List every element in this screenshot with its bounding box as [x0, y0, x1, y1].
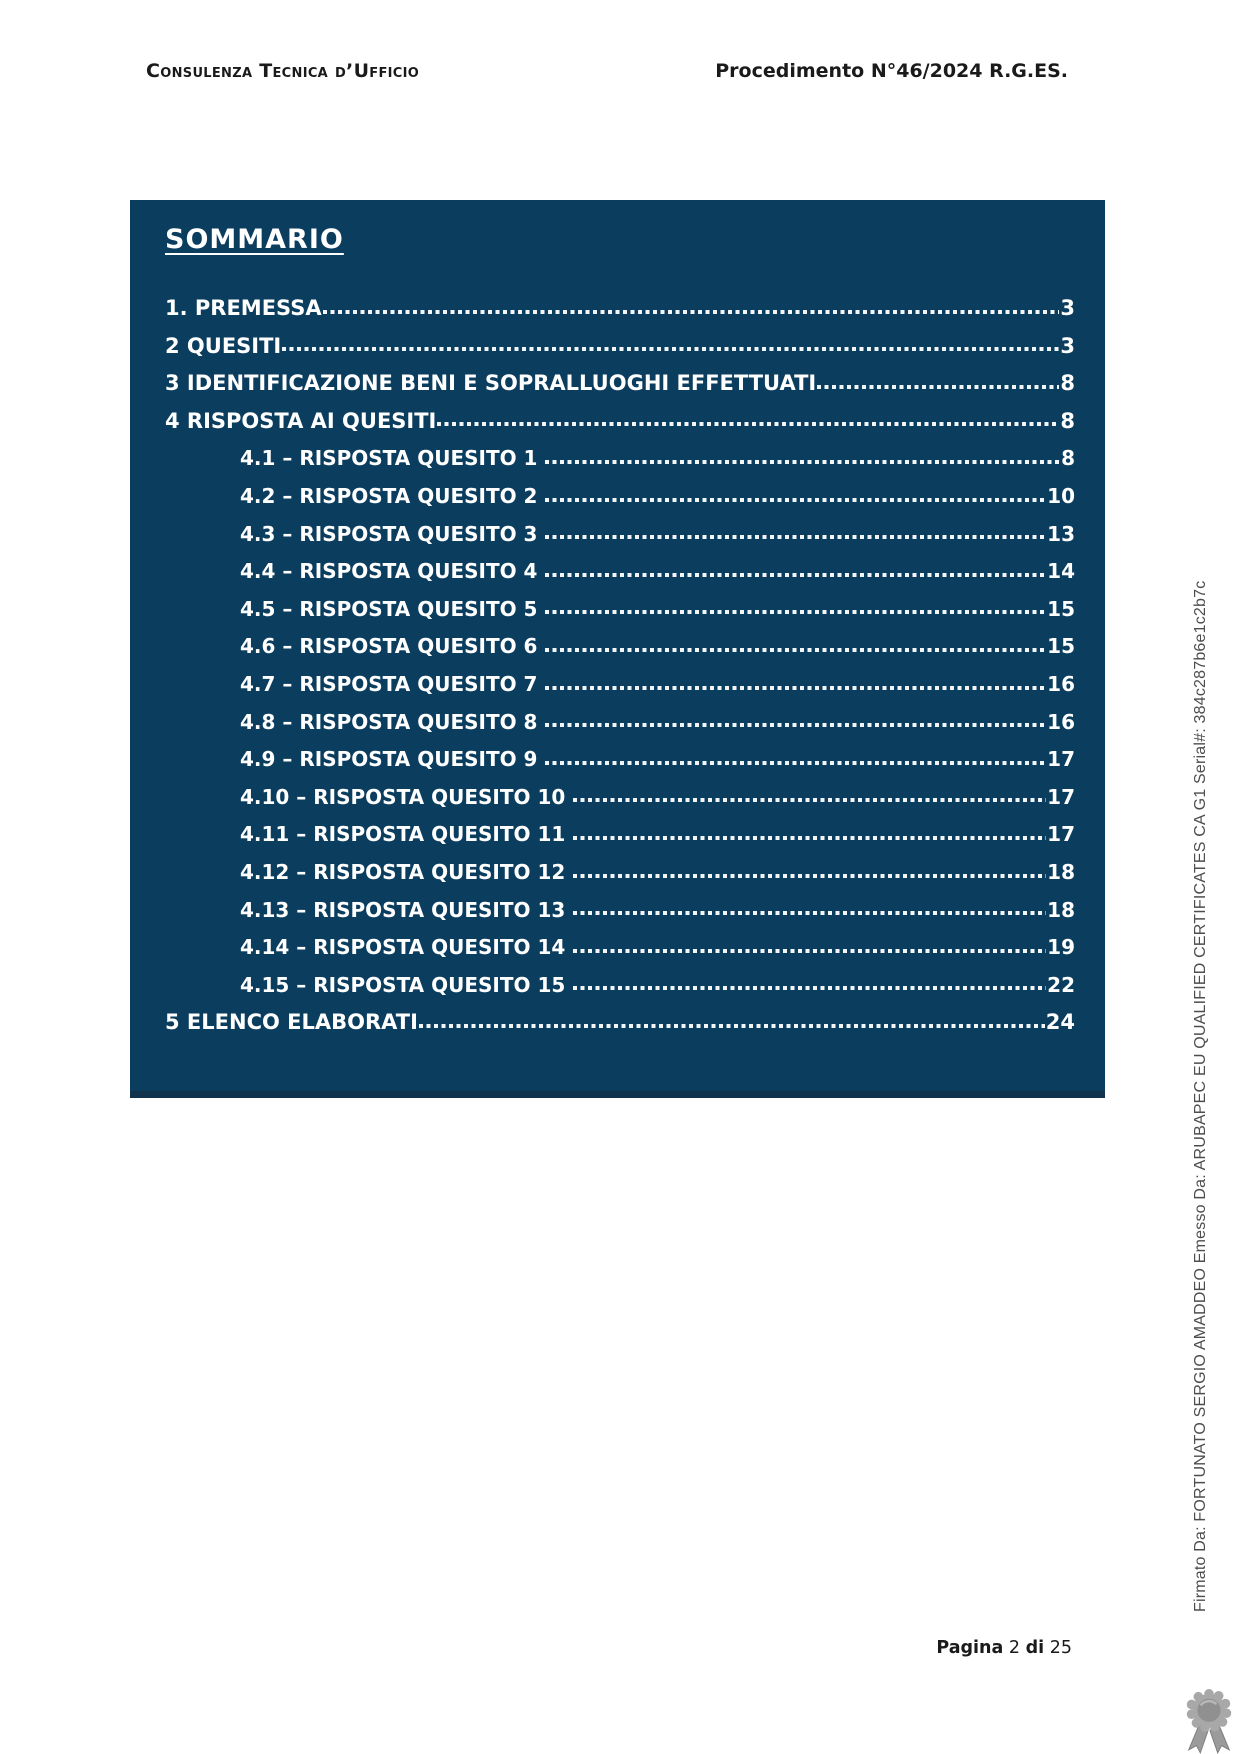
- dot-leader: [545, 686, 1046, 690]
- toc-entry-label: 4.2 – RISPOSTA QUESITO 2: [240, 483, 538, 508]
- dot-leader: [545, 573, 1046, 577]
- dot-leader: [545, 498, 1046, 502]
- toc-entry[interactable]: [165, 658, 1075, 696]
- toc-entry-page-number: 17: [1047, 822, 1075, 847]
- toc-entry-label: 4.8 – RISPOSTA QUESITO 8: [240, 709, 538, 734]
- toc-entry-label: 4.6 – RISPOSTA QUESITO 6: [240, 634, 538, 659]
- toc-title: SOMMARIO: [165, 224, 344, 255]
- toc-entry-label: 4.15 – RISPOSTA QUESITO 15: [240, 972, 566, 997]
- toc-entry-label: 4.9 – RISPOSTA QUESITO 9: [240, 747, 538, 772]
- header-case-number: Procedimento N°46/2024 R.G.ES.: [715, 60, 1068, 82]
- dot-leader: [323, 310, 1060, 314]
- header-document-type: Consulenza Tecnica d’Ufficio: [146, 60, 420, 82]
- toc-entry[interactable]: [165, 996, 1075, 1034]
- toc-entry-label: 4 RISPOSTA AI QUESITI: [165, 408, 437, 433]
- toc-entry-label: 4.10 – RISPOSTA QUESITO 10: [240, 784, 566, 809]
- toc-entry[interactable]: [165, 808, 1075, 846]
- dot-leader: [573, 874, 1046, 878]
- dot-leader: [545, 535, 1046, 539]
- toc-entry-page-number: 3: [1060, 333, 1075, 358]
- dot-leader: [545, 723, 1046, 727]
- toc-entry-page-number: 15: [1047, 634, 1075, 659]
- toc-entry-page-number: 3: [1060, 295, 1075, 320]
- toc-entry-label: 2 QUESITI: [165, 333, 282, 358]
- dot-leader: [419, 1024, 1045, 1028]
- toc-entry-page-number: 16: [1047, 709, 1075, 734]
- toc-entry-page-number: 8: [1061, 446, 1075, 471]
- dot-leader: [573, 911, 1046, 915]
- toc-entry-label: 4.3 – RISPOSTA QUESITO 3: [240, 521, 538, 546]
- dot-leader: [545, 460, 1060, 464]
- dot-leader: [282, 347, 1059, 351]
- page-header: [146, 60, 1068, 82]
- toc-entry-label: 4.1 – RISPOSTA QUESITO 1: [240, 446, 538, 471]
- toc-entry[interactable]: [165, 432, 1075, 470]
- toc-entry-label: 5 ELENCO ELABORATI: [165, 1010, 418, 1035]
- toc-entry-page-number: 18: [1047, 859, 1075, 884]
- toc-entry-label: 1. PREMESSA: [165, 295, 322, 320]
- digital-signature-sidebar-text: Firmato Da: FORTUNATO SERGIO AMADDEO Emesso Da: ARUBAPEC EU QUALIFIED CERTIFICATES CA G1 Serial#: 384c287b6e1c2b7c: [1192, 580, 1209, 1612]
- dot-leader: [437, 422, 1059, 426]
- dot-leader: [817, 385, 1059, 389]
- toc-entry[interactable]: [165, 884, 1075, 922]
- dot-leader: [573, 986, 1046, 990]
- toc-entry-label: 4.5 – RISPOSTA QUESITO 5: [240, 596, 538, 621]
- toc-entry-label: 4.13 – RISPOSTA QUESITO 13: [240, 897, 566, 922]
- toc-entry-page-number: 15: [1047, 596, 1075, 621]
- toc-entry-label: 4.4 – RISPOSTA QUESITO 4: [240, 559, 538, 584]
- toc-entry-label: 3 IDENTIFICAZIONE BENI E SOPRALLUOGHI EFFETTUATI: [165, 371, 817, 396]
- toc-entry-page-number: 8: [1060, 371, 1075, 396]
- footer-page-label: Pagina: [936, 1638, 1004, 1658]
- footer-of-label: di: [1025, 1638, 1045, 1658]
- dot-leader: [545, 761, 1046, 765]
- toc-entry-page-number: 8: [1060, 408, 1075, 433]
- toc-entry-page-number: 22: [1047, 972, 1075, 997]
- toc-entry[interactable]: [165, 470, 1075, 508]
- toc-entry-label: 4.11 – RISPOSTA QUESITO 11: [240, 822, 566, 847]
- sommario-box: [130, 200, 1105, 1098]
- toc-entry-page-number: 13: [1047, 521, 1075, 546]
- toc-entry[interactable]: [165, 959, 1075, 997]
- toc-entry[interactable]: [165, 620, 1075, 658]
- toc-entry-label: 4.7 – RISPOSTA QUESITO 7: [240, 671, 538, 696]
- toc-entry[interactable]: [165, 921, 1075, 959]
- toc-entry-page-number: 18: [1047, 897, 1075, 922]
- page-footer: [936, 1638, 1072, 1658]
- toc-entry-page-number: 14: [1047, 559, 1075, 584]
- toc-entry[interactable]: [165, 733, 1075, 771]
- toc-entry[interactable]: [165, 771, 1075, 809]
- toc-entry[interactable]: [165, 583, 1075, 621]
- toc-entry-label: 4.12 – RISPOSTA QUESITO 12: [240, 859, 566, 884]
- toc-entry[interactable]: [165, 357, 1075, 395]
- toc-entry[interactable]: [165, 282, 1075, 320]
- toc-entry[interactable]: [165, 545, 1075, 583]
- toc-entry[interactable]: [165, 320, 1075, 358]
- toc-entry-page-number: 10: [1047, 483, 1075, 508]
- toc-entry[interactable]: [165, 696, 1075, 734]
- toc-entry-page-number: 24: [1045, 1010, 1075, 1035]
- toc-entry-page-number: 17: [1047, 784, 1075, 809]
- dot-leader: [573, 798, 1046, 802]
- dot-leader: [545, 610, 1046, 614]
- toc-entry-page-number: 17: [1047, 747, 1075, 772]
- toc-entry[interactable]: [165, 508, 1075, 546]
- toc-entry[interactable]: [165, 395, 1075, 433]
- toc-entry-page-number: 16: [1047, 671, 1075, 696]
- toc-entry[interactable]: [165, 846, 1075, 884]
- dot-leader: [545, 648, 1046, 652]
- dot-leader: [573, 949, 1046, 953]
- toc-list: [165, 282, 1075, 1034]
- toc-entry-page-number: 19: [1047, 935, 1075, 960]
- toc-entry-label: 4.14 – RISPOSTA QUESITO 14: [240, 935, 566, 960]
- ribbon-seal-icon: [1180, 1684, 1238, 1754]
- footer-page-number: 2: [1008, 1638, 1021, 1658]
- footer-total-pages: 25: [1049, 1638, 1072, 1658]
- dot-leader: [573, 836, 1046, 840]
